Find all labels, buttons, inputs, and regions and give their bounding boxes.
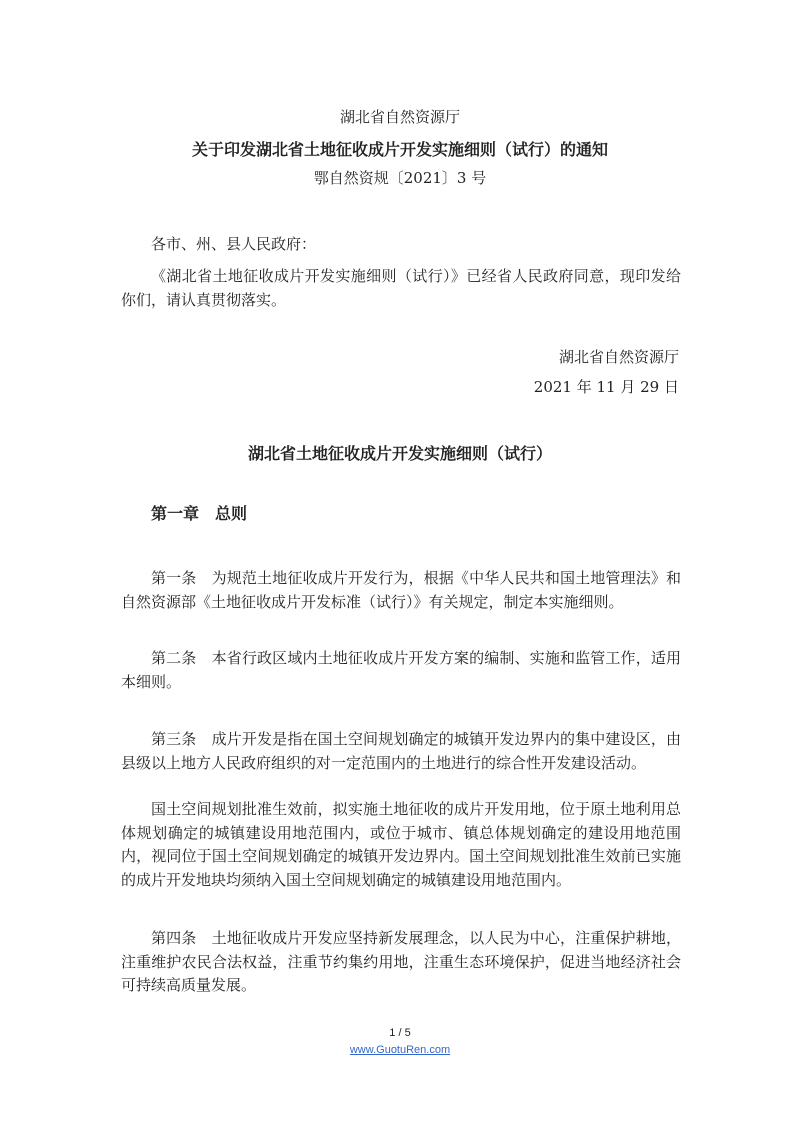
rules-title: 湖北省土地征收成片开发实施细则（试行） xyxy=(247,446,552,463)
article-3: 第三条 成片开发是指在国土空间规划确定的城镇开发边界内的集中建设区，由县级以上地方人民政府组织的对一定范围内的土地进行的综合性开发建设活动。 xyxy=(121,730,681,772)
article-1: 第一条 为规范土地征收成片开发行为，根据《中华人民共和国土地管理法》和自然资源部《土地征收成片开发标准（试行）》有关规定，制定本实施细则。 xyxy=(121,569,681,611)
notice-body: 《湖北省土地征收成片开发实施细则（试行）》已经省人民政府同意，现印发给你们，请认真贯彻落实。 xyxy=(121,267,681,309)
document-number: 鄂自然资规〔2021〕3 号 xyxy=(313,169,487,187)
page-number: 1 / 5 xyxy=(389,1027,411,1039)
issuer-line: 湖北省自然资源厅 xyxy=(339,108,460,126)
salutation: 各市、州、县人民政府： xyxy=(151,235,317,253)
article-2: 第二条 本省行政区域内土地征收成片开发方案的编制、实施和监管工作，适用本细则。 xyxy=(121,649,681,691)
article-4: 第四条 土地征收成片开发应坚持新发展理念，以人民为中心，注重保护耕地，注重维护农民合法权益，注重节约集约用地，注重生态环境保护，促进当地经济社会可持续高质量发展。 xyxy=(121,929,681,994)
website-link[interactable]: www.GuotuRen.com xyxy=(349,1044,451,1056)
signature: 湖北省自然资源厅 xyxy=(558,348,679,366)
chapter-heading: 第一章 总则 xyxy=(151,506,248,523)
issue-date: 2021 年 11 月 29 日 xyxy=(533,378,679,396)
article-3-paragraph-2: 国土空间规划批准生效前，拟实施土地征收的成片开发用地，位于原土地利用总体规划确定的城镇建设用地范围内，或位于城市、镇总体规划确定的建设用地范围内，视同位于国土空间规划确定的城镇开发边界内。国土空间规划批准生效前已实施的成片开发地块均须纳入国土空间规划确定的城镇建设用地范围内。 xyxy=(121,800,681,889)
notice-title: 关于印发湖北省土地征收成片开发实施细则（试行）的通知 xyxy=(191,142,608,159)
